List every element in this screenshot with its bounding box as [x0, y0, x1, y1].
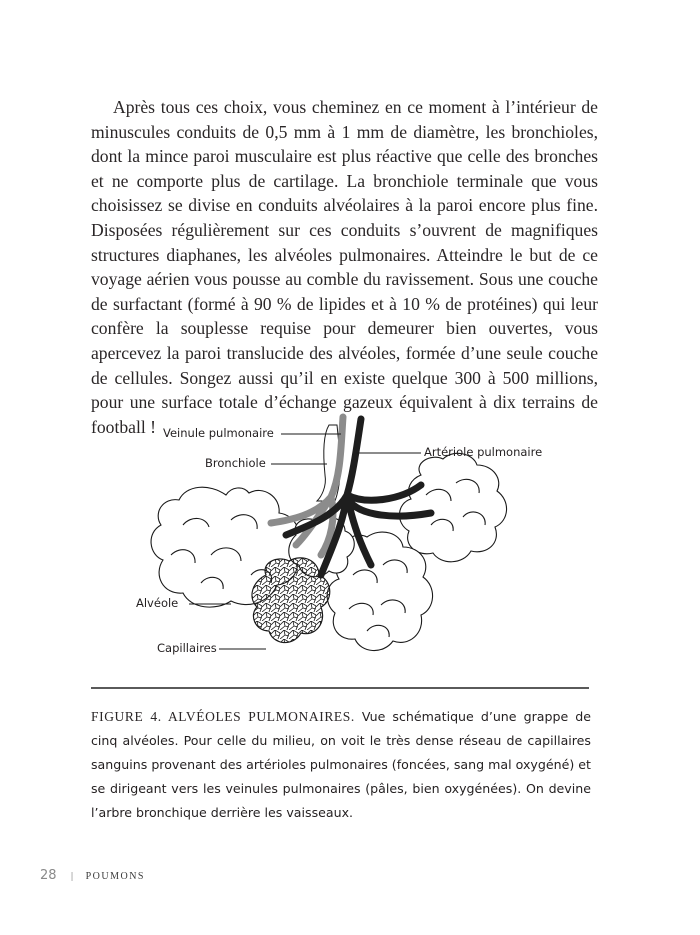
footer-separator: |	[70, 872, 74, 882]
caption-text: Vue schématique d’une grappe de cinq alvéoles. Pour celle du milieu, on voit le très dense réseau de capillaires sanguins provenant des artérioles pulmonaires (foncées, sang mal oxygéné) et se dirigeant vers les veinules pulmonaires (pâles, bien oxygénées). On devine l’arbre bronchique derrière les vaisseaux.	[91, 709, 591, 820]
body-paragraph: Après tous ces choix, vous cheminez en ce moment à l’intérieur de minuscules conduits de 0,5 mm à 1 mm de diamètre, les bronchioles, dont la mince paroi musculaire est plus réactive que celle des bronches et ne comporte plus de cartilage. La bronchiole terminale que vous choisissez se divise en conduits alvéolaires à la paroi encore plus fine. Disposées régulièrement sur ces conduits s’ouvrent de magnifiques structures diaphanes, les alvéoles pulmonaires. Atteindre le but de ce voyage aérien vous pousse au comble du ravissement. Sous une couche de surfactant (formé à 90 % de lipides et à 10 % de protéines) qui leur confère la souplesse requise pour demeurer bien ouvertes, vous apercevez la paroi translucide des alvéoles, formée d’une seule couche de cellules. Songez aussi qu’il en existe quelque 300 à 500 millions, pour une surface totale d’échange gazeux équivalent à dix terrains de football !	[91, 97, 598, 437]
alveolus-right	[399, 453, 506, 561]
figure-alveoles	[91, 405, 598, 675]
label-capillaires: Capillaires	[157, 641, 217, 655]
label-bronchiole: Bronchiole	[205, 456, 266, 470]
figure-caption	[91, 705, 591, 825]
label-veinule: Veinule pulmonaire	[163, 426, 274, 440]
label-alveole: Alvéole	[136, 596, 179, 610]
caption-title: FIGURE 4. ALVÉOLES PULMONAIRES.	[91, 709, 355, 724]
page-number: 28	[40, 868, 57, 883]
caption-divider	[91, 687, 589, 689]
page-footer	[40, 868, 145, 883]
running-head: POUMONS	[85, 871, 145, 882]
label-arteriole: Artériole pulmonaire	[424, 445, 543, 459]
